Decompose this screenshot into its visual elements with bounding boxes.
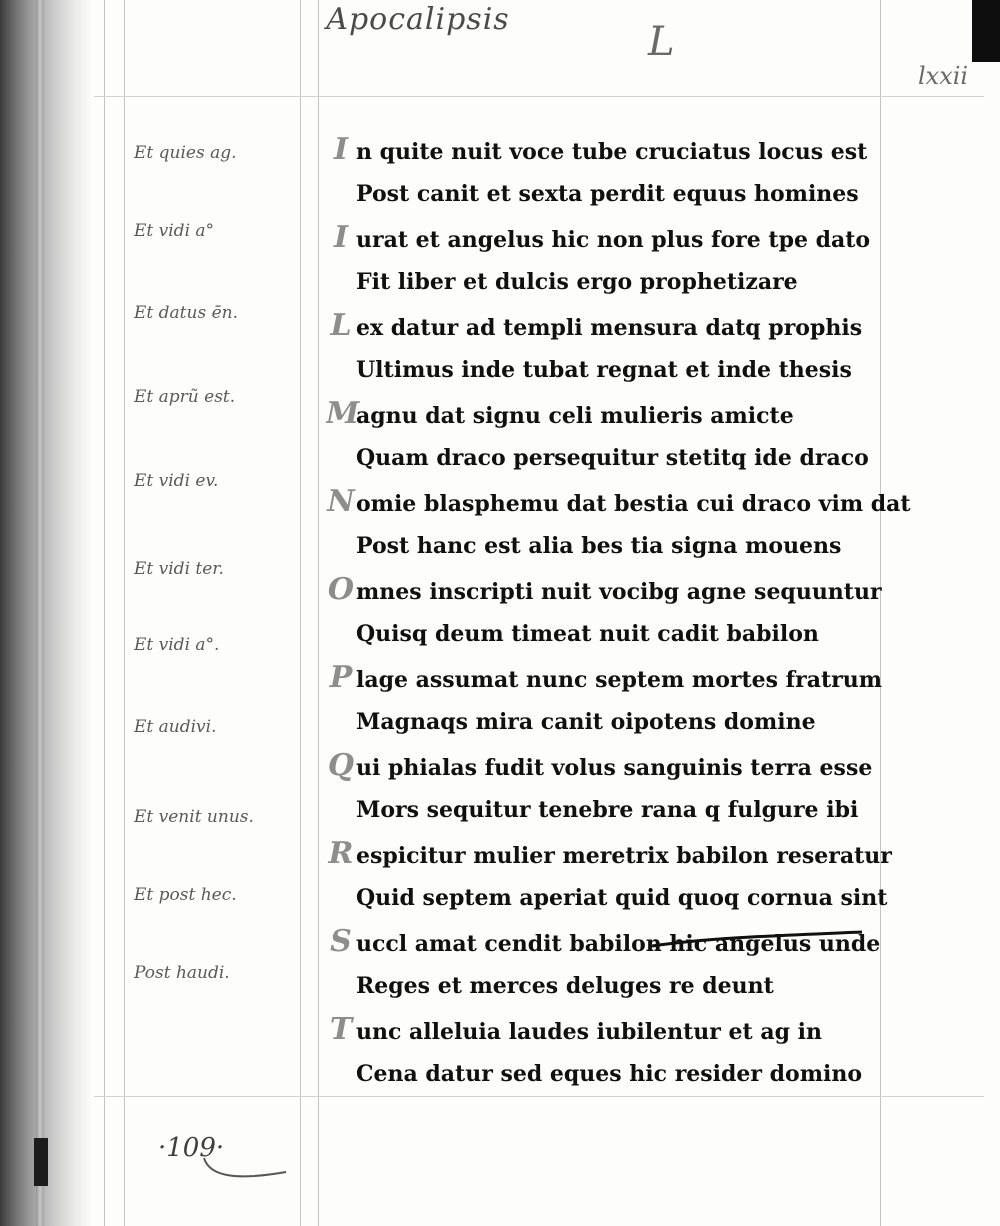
verse-text: agnu dat signu celi mulieris amicte xyxy=(356,403,794,429)
verse-line xyxy=(326,834,926,874)
verse-text: Cena datur sed eques hic resider domino xyxy=(356,1061,863,1087)
margin-note: Et venit unus. xyxy=(134,807,254,827)
running-title: Apocalipsis xyxy=(326,2,510,37)
verse-text: Quid septem aperiat quid quoq cornua sint xyxy=(356,885,888,911)
margin-note: Et post hec. xyxy=(134,885,237,905)
margin-rule xyxy=(124,0,125,1226)
verse-text: lage assumat nunc septem mortes fratrum xyxy=(356,667,883,693)
verse-text: Quam draco persequitur stetitq ide draco xyxy=(356,445,869,471)
verse-text: Fit liber et dulcis ergo prophetizare xyxy=(356,269,798,295)
verse-initial: M xyxy=(326,396,360,431)
verse-text: Quisq deum timeat nuit cadit babilon xyxy=(356,621,819,647)
verse-initial: Q xyxy=(327,748,355,783)
verse-line xyxy=(326,658,926,698)
verse-text: n quite nuit voce tube cruciatus locus est xyxy=(356,139,868,165)
verse-initial: O xyxy=(327,572,355,607)
verse-line xyxy=(326,262,926,302)
verse-text: omie blasphemu dat bestia cui draco vim dat xyxy=(356,491,911,517)
page-number: ·109· xyxy=(158,1133,225,1163)
verse-text: Magnaqs mira canit oipotens domine xyxy=(356,709,816,735)
ruling-line xyxy=(94,1096,984,1097)
folio-number: lxxii xyxy=(918,62,969,90)
margin-note: Et vidi ev. xyxy=(134,471,219,491)
verse-text: mnes inscripti nuit vocibg agne sequuntur xyxy=(356,579,882,605)
verse-line xyxy=(326,790,926,830)
verse-line xyxy=(326,130,926,170)
margin-rule xyxy=(104,0,105,1226)
verse-text: Post hanc est alia bes tia signa mouens xyxy=(356,533,842,559)
verse-line xyxy=(326,482,926,522)
margin-note: Et aprũ est. xyxy=(134,387,236,407)
verse-line xyxy=(326,570,926,610)
verse-initial: L xyxy=(330,308,352,343)
verse-line xyxy=(326,878,926,918)
page-corner-shadow xyxy=(972,0,1000,62)
verse-initial: N xyxy=(327,484,355,519)
verse-initial: S xyxy=(330,924,352,959)
margin-note: Et datus ēn. xyxy=(134,303,238,323)
verse-text: Reges et merces deluges re deunt xyxy=(356,973,774,999)
verse-text: unc alleluia laudes iubilentur et ag in xyxy=(356,1019,822,1045)
verse-line xyxy=(326,702,926,742)
margin-note: Et vidi a° xyxy=(134,221,215,241)
margin-note: Et vidi a°. xyxy=(134,635,220,655)
page-binding-edge xyxy=(0,0,92,1226)
strike-through-mark xyxy=(648,928,868,952)
verse-text: Mors sequitur tenebre rana q fulgure ibi xyxy=(356,797,859,823)
verse-text: urat et angelus hic non plus fore tpe dato xyxy=(356,227,871,253)
verse-line xyxy=(326,614,926,654)
verse-line xyxy=(326,438,926,478)
verse-line xyxy=(326,218,926,258)
ruling-line xyxy=(94,96,984,97)
margin-note: Et quies ag. xyxy=(134,143,237,163)
verse-line xyxy=(326,966,926,1006)
verse-line xyxy=(326,350,926,390)
column-rule xyxy=(300,0,301,1226)
quire-letter: L xyxy=(648,19,675,65)
margin-note: Et vidi ter. xyxy=(134,559,224,579)
verse-text: espicitur mulier meretrix babilon reseratur xyxy=(356,843,892,869)
verse-line xyxy=(326,306,926,346)
verse-text: Post canit et sexta perdit equus homines xyxy=(356,181,859,207)
verse-text: Ultimus inde tubat regnat et inde thesis xyxy=(356,357,852,383)
verse-initial: I xyxy=(333,220,349,255)
column-rule xyxy=(318,0,319,1226)
verse-line xyxy=(326,174,926,214)
verse-initial: R xyxy=(328,836,354,871)
verse-initial: P xyxy=(329,660,353,695)
verse-line xyxy=(326,746,926,786)
margin-note: Et audivi. xyxy=(134,717,217,737)
verse-line xyxy=(326,394,926,434)
verse-line xyxy=(326,526,926,566)
page-number-flourish xyxy=(200,1154,290,1184)
verse-initial: I xyxy=(333,132,349,167)
verse-text: ex datur ad templi mensura datq prophis xyxy=(356,315,863,341)
verse-initial: T xyxy=(329,1012,353,1047)
verse-line xyxy=(326,1054,926,1094)
binding-fold xyxy=(36,0,44,1226)
verse-line xyxy=(326,1010,926,1050)
verse-text: ui phialas fudit volus sanguinis terra esse xyxy=(356,755,873,781)
verse-text: uccl amat cendit babilon hic angelus unde xyxy=(356,931,881,957)
margin-note: Post haudi. xyxy=(134,963,230,983)
binding-tab xyxy=(34,1138,48,1186)
